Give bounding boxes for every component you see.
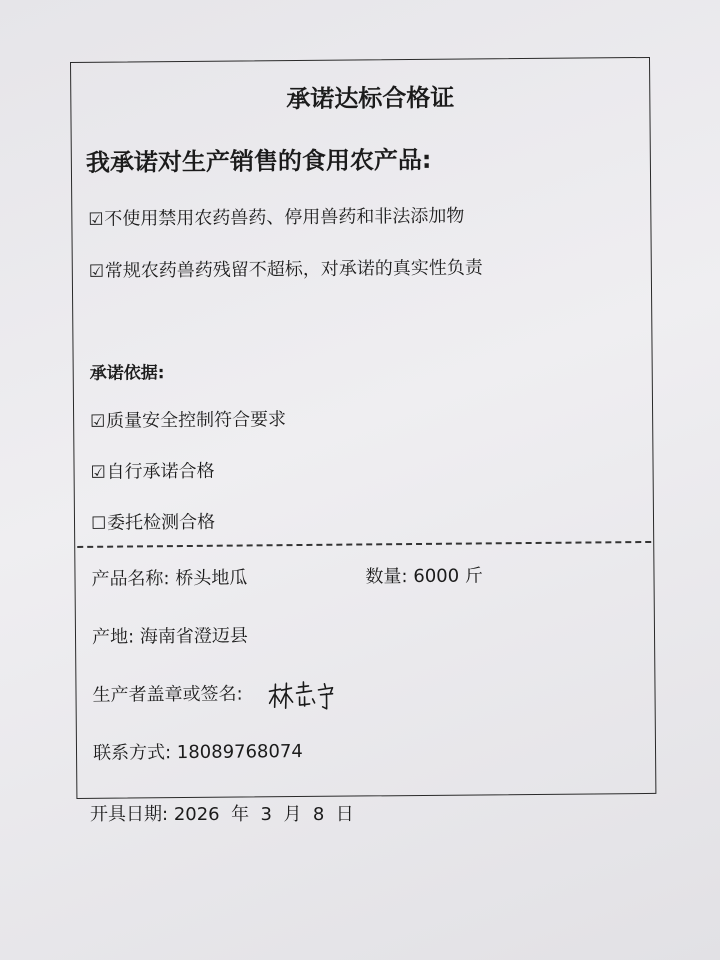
- quantity-label: 数量:: [365, 566, 408, 588]
- basis-item-text: 委托检测合格: [106, 511, 216, 534]
- basis-item-text: 自行承诺合格: [106, 460, 215, 483]
- basis-item-text: 质量安全控制符合要求: [106, 409, 287, 432]
- product-name-label: 产品名称:: [91, 568, 170, 590]
- product-name-field: [91, 563, 247, 590]
- dashed-divider: [77, 541, 651, 548]
- commitment-item-text: 不使用禁用农药兽药、停用兽药和非法添加物: [104, 205, 465, 230]
- issue-date-month: 3: [260, 804, 272, 825]
- issue-date-day-unit: 日: [335, 804, 354, 825]
- handwritten-signature: [266, 679, 346, 714]
- quantity-field: [365, 561, 483, 588]
- commitment-heading: 我承诺对生产销售的食用农产品:: [85, 145, 432, 177]
- product-name-value: 桥头地瓜: [175, 567, 248, 590]
- checkbox-unchecked-icon: ☐: [90, 513, 107, 534]
- checkbox-checked-icon: ☑: [88, 209, 104, 230]
- issue-date: [90, 800, 354, 826]
- certificate-title: 承诺达标合格证: [286, 83, 455, 114]
- basis-item-3: [91, 508, 215, 535]
- basis-item-2: [90, 457, 214, 484]
- commitment-item-2: [89, 253, 483, 282]
- basis-item-1: [90, 405, 286, 433]
- issue-date-year-unit: 年: [231, 804, 250, 825]
- checkbox-checked-icon: ☑: [90, 411, 106, 432]
- signature-field: [92, 680, 242, 707]
- origin-value: 海南省澄迈县: [139, 625, 248, 648]
- origin-field: [92, 621, 248, 648]
- basis-label: 承诺依据:: [89, 363, 165, 384]
- commitment-item-text: 常规农药兽药残留不超标，对承诺的真实性负责: [104, 257, 483, 282]
- signature-label: 生产者盖章或签名:: [92, 683, 243, 706]
- origin-label: 产地:: [91, 626, 135, 648]
- contact-value: 18089768074: [176, 740, 303, 764]
- issue-date-year: 2026: [173, 804, 220, 825]
- checkbox-checked-icon: ☑: [88, 261, 105, 282]
- contact-field: [93, 737, 303, 765]
- contact-label: 联系方式:: [92, 742, 172, 764]
- issue-date-day: 8: [312, 804, 325, 825]
- issue-date-month-unit: 月: [283, 804, 302, 825]
- commitment-item-1: [88, 202, 464, 231]
- checkbox-checked-icon: ☑: [90, 462, 106, 483]
- issue-date-label: 开具日期:: [90, 804, 169, 825]
- quantity-value: 6000 斤: [413, 565, 483, 588]
- certificate-card: [70, 57, 656, 799]
